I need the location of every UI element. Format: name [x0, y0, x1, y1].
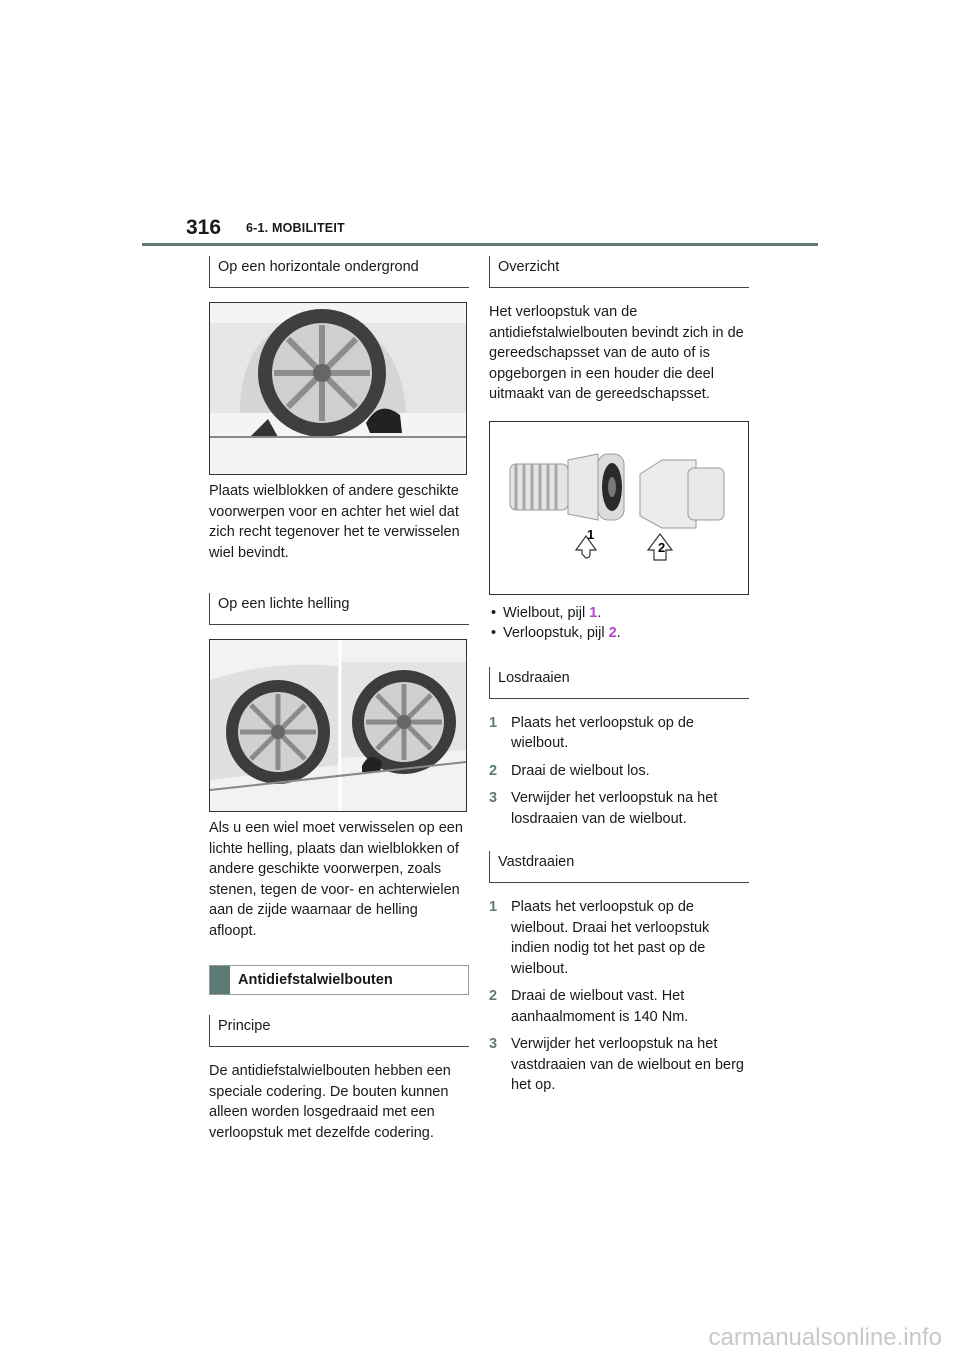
step-item: 3 Verwijder het verloopstuk na het losdraaien van de wielbout.: [489, 790, 718, 827]
heading-horizontal: Op een horizontale ondergrond: [209, 256, 469, 288]
step-item: 1 Plaats het verloopstuk op de wielbout.: [489, 714, 694, 751]
step-item: 2 Draai de wielbout vast. Het aanhaalmoment is 140 Nm.: [489, 988, 689, 1025]
text-slope: Als u een wiel moet verwisselen op een lichte helling, plaats dan wielblokken of andere geschikte voorwerpen, zoals stenen, tegen de voor- en achterwielen aan de zijde waarnaar de helling afloopt.: [209, 820, 463, 939]
parts-list: [489, 603, 749, 643]
section-title: 6-1. MOBILITEIT: [246, 221, 345, 235]
heading-overview: Overzicht: [489, 256, 749, 288]
list-item: • Wielbout, pijl 1.: [491, 604, 602, 621]
header-rule: [142, 243, 818, 246]
text-horizontal: Plaats wielblokken of andere geschikte voorwerpen voor en achter het wiel dat zich recht tegenover het te verwisselen wiel bevindt.: [209, 483, 460, 561]
heading-tighten: Vastdraaien: [489, 851, 749, 883]
heading-slope: Op een lichte helling: [209, 593, 469, 625]
figure-label-1: 1: [587, 526, 595, 542]
steps-loosen: [489, 713, 749, 830]
right-column: [489, 256, 749, 1103]
step-item: 2 Draai de wielbout los.: [489, 762, 650, 779]
step-item: 3 Verwijder het verloopstuk na het vastdraaien van de wielbout en berg het op.: [489, 1036, 744, 1093]
pijl-ref: 2: [608, 624, 617, 641]
text-principle: De antidiefstalwielbouten hebben een speciale codering. De bouten kunnen alleen worden losgedraaid met een verloopstuk met dezelfde codering.: [209, 1063, 451, 1141]
heading-bar: [210, 966, 230, 994]
heading-loosen: Losdraaien: [489, 667, 749, 699]
figure-slope-wheels: [209, 639, 467, 812]
steps-tighten: [489, 897, 749, 1096]
figure-bolt-adapter: [489, 421, 749, 595]
heading-antitheft-label: Antidiefstalwielbouten: [238, 972, 393, 988]
figure-horizontal-wheel: [209, 302, 467, 475]
heading-principle: Principe: [209, 1015, 469, 1047]
figure-label-2: 2: [658, 539, 666, 555]
left-column: [209, 256, 469, 1143]
list-item: • Verloopstuk, pijl 2.: [491, 624, 621, 641]
page-number: 316: [186, 216, 222, 239]
heading-antitheft: [209, 965, 469, 995]
pijl-ref: 1: [589, 604, 598, 621]
step-item: 1 Plaats het verloopstuk op de wielbout. Draai het verloopstuk indien nodig tot het past op de wielbout.: [489, 899, 710, 977]
watermark: carmanualsonline.info: [708, 1324, 942, 1351]
text-overview: Het verloopstuk van de antidiefstalwielbouten bevindt zich in de gereedschapsset van de auto of is opgeborgen in een houder die deel uitmaakt van de gereedschapsset.: [489, 304, 744, 402]
